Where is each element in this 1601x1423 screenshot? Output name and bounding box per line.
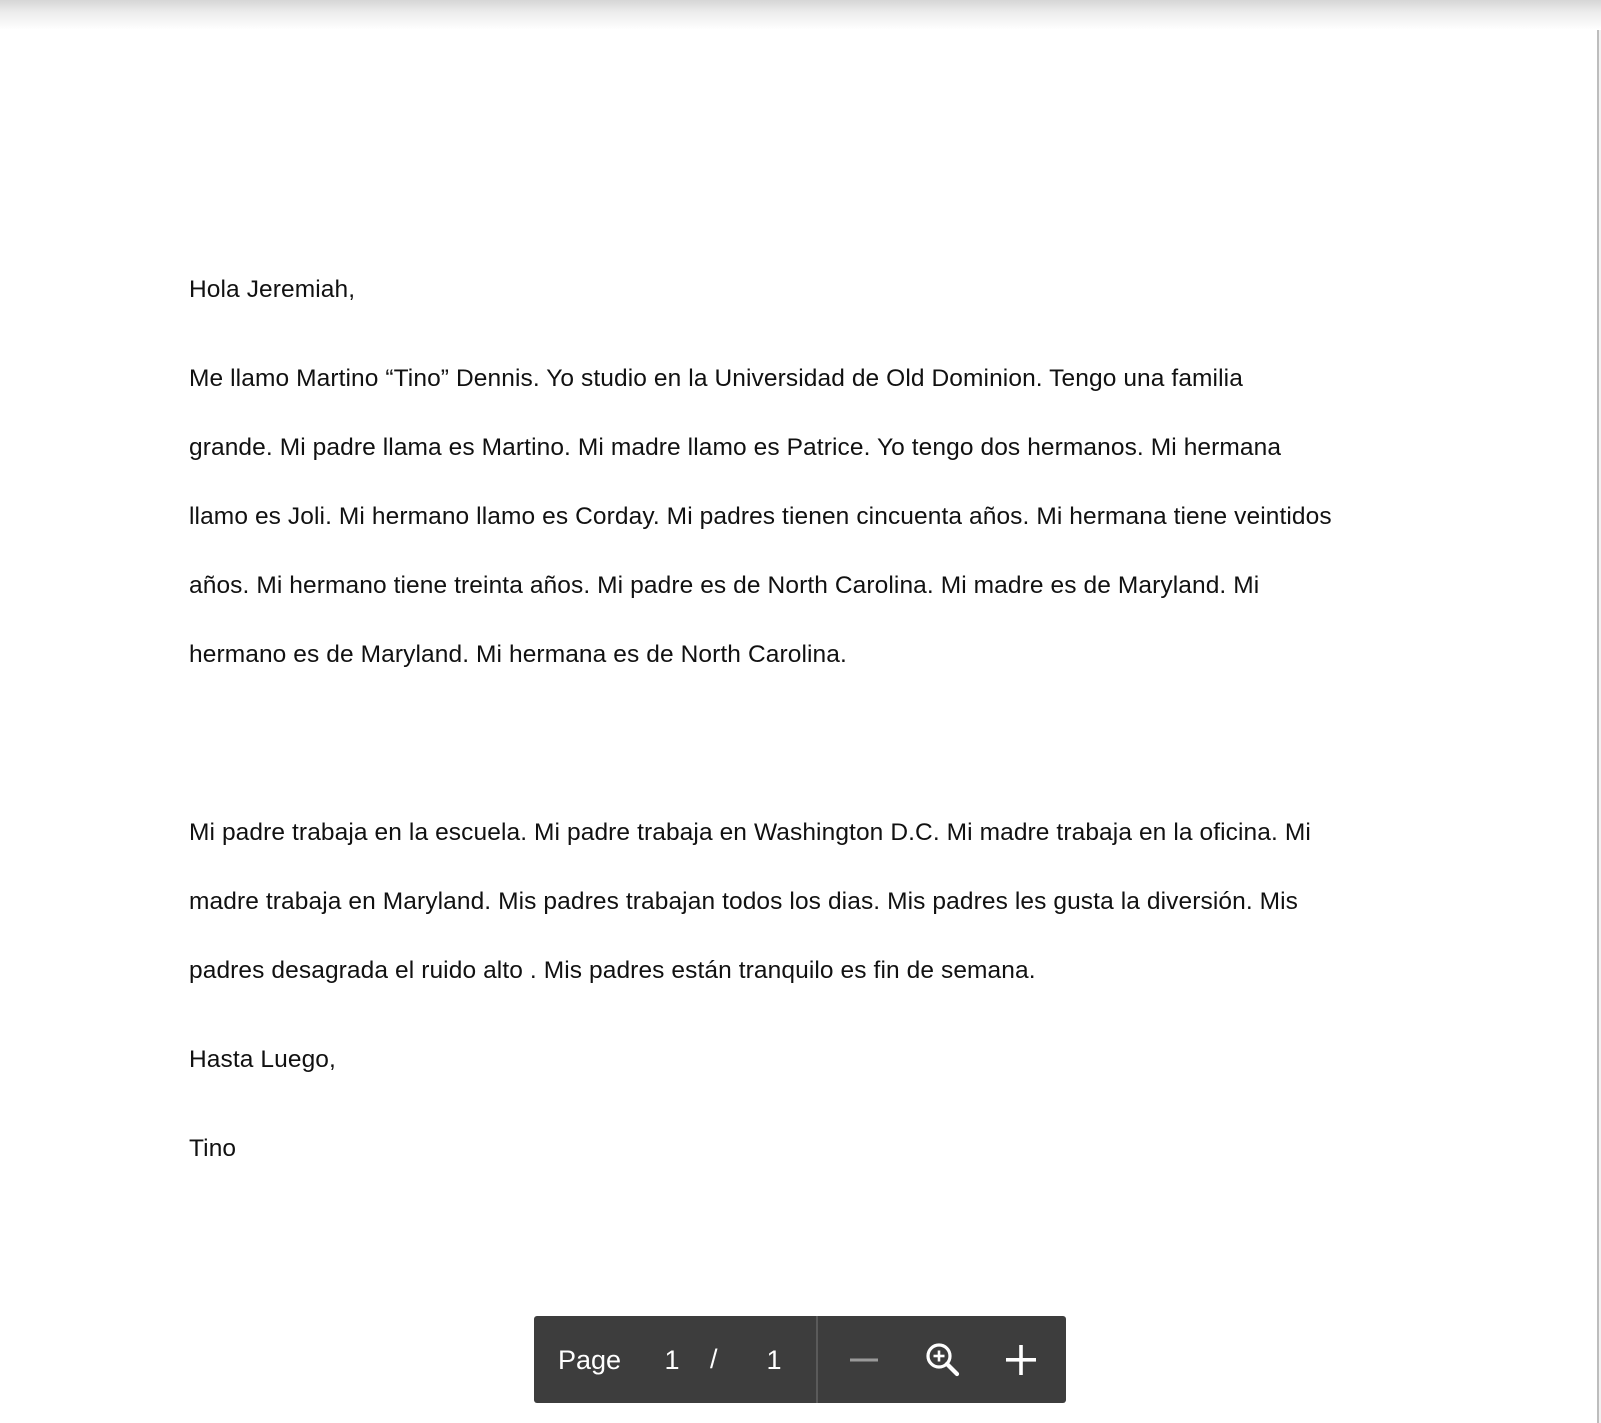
- paragraph-work-line: padres desagrada el ruido alto . Mis padres están tranquilo es fin de semana.: [189, 957, 1036, 984]
- zoom-out-button[interactable]: [840, 1336, 888, 1384]
- plus-icon: [1003, 1342, 1039, 1378]
- toolbar-divider: [816, 1316, 818, 1403]
- zoom-magnifier-icon: [923, 1340, 963, 1380]
- paragraph-family-line: Me llamo Martino “Tino” Dennis. Yo studio en la Universidad de Old Dominion. Tengo una familia: [189, 365, 1243, 392]
- page-label: Page: [558, 1345, 622, 1375]
- page-separator: /: [710, 1344, 718, 1374]
- greeting-line: Hola Jeremiah,: [189, 276, 356, 303]
- zoom-reset-button[interactable]: [919, 1336, 967, 1384]
- paragraph-work-line: madre trabaja en Maryland. Mis padres trabajan todos los dias. Mis padres les gusta la diversión. Mis: [189, 888, 1299, 915]
- minus-icon: [847, 1343, 881, 1377]
- closing-line: Hasta Luego,: [189, 1046, 336, 1073]
- paragraph-family-line: hermano es de Maryland. Mi hermana es de North Carolina.: [189, 641, 847, 668]
- total-pages: 1: [766, 1345, 782, 1375]
- paragraph-family-line: llamo es Joli. Mi hermano llamo es Corday. Mi padres tienen cincuenta años. Mi hermana tiene veintidos: [189, 503, 1332, 530]
- current-page-input[interactable]: 1: [664, 1345, 680, 1375]
- signature-line: Tino: [189, 1135, 237, 1162]
- zoom-in-button[interactable]: [997, 1336, 1045, 1384]
- top-shadow: [0, 0, 1601, 30]
- paragraph-family-line: grande. Mi padre llama es Martino. Mi madre llamo es Patrice. Yo tengo dos hermanos. Mi hermana: [189, 434, 1282, 461]
- page-toolbar: [534, 1316, 1066, 1403]
- paragraph-family-line: años. Mi hermano tiene treinta años. Mi padre es de North Carolina. Mi madre es de Maryland. Mi: [189, 572, 1260, 599]
- paragraph-work-line: Mi padre trabaja en la escuela. Mi padre trabaja en Washington D.C. Mi madre trabaja en la oficina. Mi: [189, 819, 1311, 846]
